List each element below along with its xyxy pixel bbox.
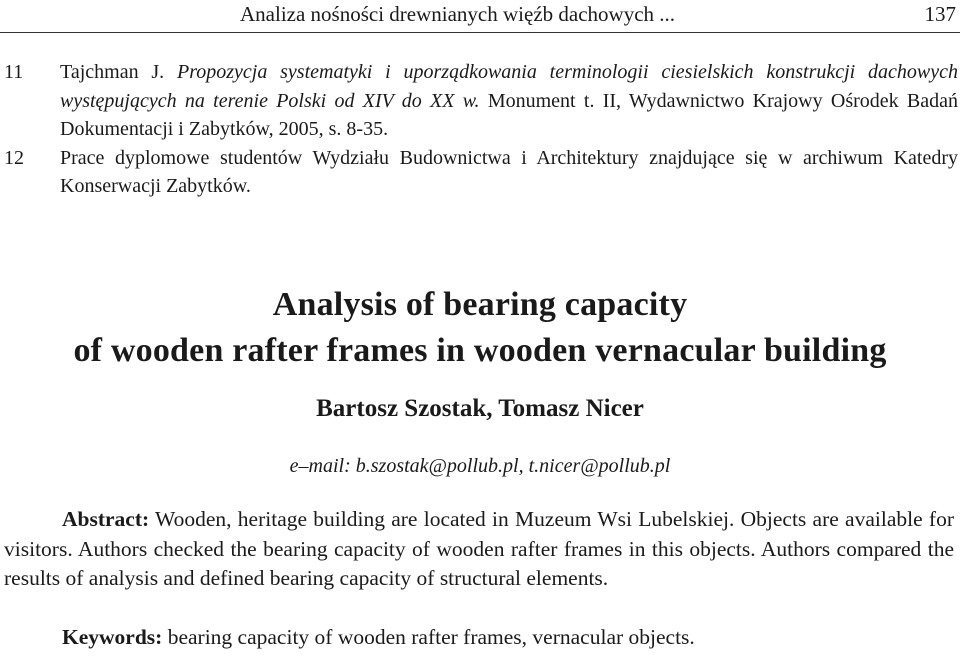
footnote-number: 11 (4, 61, 24, 83)
paper-title (0, 282, 960, 374)
footnote-text: Prace dyplomowe studentów Wydziału Budownictwa i Architektury znajdujące się w archiwum Katedry Konserwacji Zabytków. (60, 146, 958, 197)
running-head (0, 0, 960, 30)
abstract-label: Abstract: (62, 507, 150, 531)
footnote-11 (4, 58, 958, 144)
author-emails: e–mail: b.szostak@pollub.pl, t.nicer@pollub.pl (289, 455, 671, 477)
footnote-work-title: Propozycja systematyki i uporządkowania terminologii ciesielskich konstrukcji dachowych występujących na terenie Polski od XIV do XX w. (60, 61, 958, 112)
running-title: Analiza nośności drewnianych więźb dachowych ... (240, 2, 676, 26)
authors: Bartosz Szostak, Tomasz Nicer (316, 395, 644, 422)
title-line-2: of wooden rafter frames in wooden vernacular building (73, 332, 887, 369)
header-rule (0, 32, 960, 33)
footnote-text (60, 58, 958, 144)
keywords-text: bearing capacity of wooden rafter frames, vernacular objects. (167, 625, 695, 649)
footnotes (4, 58, 958, 201)
abstract (4, 505, 954, 594)
footnote-author: Tajchman J. (60, 61, 165, 83)
footnote-number: 12 (4, 146, 24, 169)
keywords (62, 623, 695, 653)
footnote-publication: Monument t. II, Wydawnictwo Krajowy Ośrodek Badań Dokumentacji i Zabytków, 2005, s. 8-35. (60, 89, 959, 140)
footnote-12 (4, 144, 958, 201)
keywords-label: Keywords: (62, 625, 163, 649)
abstract-text: Wooden, heritage building are located in Muzeum Wsi Lubelskiej. Objects are available for visitors. Authors checked the bearing capacity of wooden rafter frames in this objects. Authors compared the results of analysis and defined bearing capacity of structural elements. (4, 507, 954, 590)
title-line-1: Analysis of bearing capacity (272, 286, 688, 323)
page-number: 137 (924, 2, 956, 26)
